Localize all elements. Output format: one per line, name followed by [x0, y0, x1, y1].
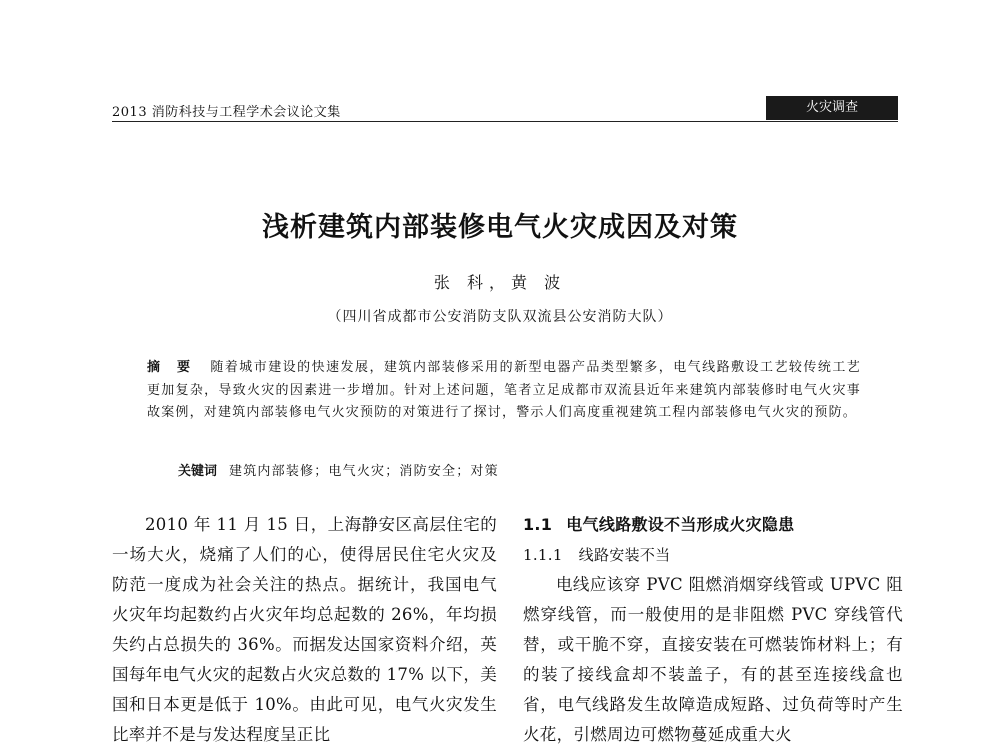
keywords-text: 建筑内部装修；电气火灾；消防安全；对策 — [229, 464, 499, 479]
keywords — [178, 460, 499, 479]
header-rule — [112, 121, 898, 122]
authors: 张 科，黄 波 — [433, 273, 567, 292]
abstract-label: 摘 要 — [147, 360, 197, 375]
affiliation: （四川省成都市公安消防支队双流县公安消防大队） — [327, 309, 673, 325]
section-number: 1.1 — [523, 515, 553, 534]
section-title: 电气线路敷设不当形成火灾隐患 — [566, 515, 795, 534]
abstract-text: 随着城市建设的快速发展，建筑内部装修采用的新型电器产品类型繁多，电气线路敷设工艺较传统工艺更加复杂，导致火灾的因素进一步增加。针对上述问题，笔者立足成都市双流县近年来建筑内部装修时电气火灾事故案例，对建筑内部装修电气火灾预防的对策进行了探讨，警示人们高度重视建筑工程内部装修电气火灾的预防。 — [147, 360, 861, 420]
keywords-label: 关键词 — [178, 464, 218, 479]
body-paragraph: 电线应该穿 PVC 阻燃消烟穿线管或 UPVC 阻燃穿线管，而一般使用的是非阻燃 PVC 穿线管代替，或干脆不穿，直接安装在可燃装饰材料上；有的装了接线盒却不装盖子，有的甚至连接线盒也省，电气线路发生故障造成短路、过负荷等时产生火花，引燃周边可燃物蔓延成重大火 — [523, 575, 903, 744]
left-column — [112, 510, 497, 750]
running-header: 2013 消防科技与工程学术会议论文集 — [112, 105, 341, 120]
subsection-heading-1-1-1 — [523, 540, 903, 570]
abstract — [147, 357, 861, 425]
right-column — [523, 510, 903, 750]
subsection-number: 1.1.1 — [523, 546, 563, 564]
section-tag: 火灾调查 — [766, 96, 898, 120]
intro-paragraph: 2010 年 11 月 15 日，上海静安区高层住宅的一场大火，烧痛了人们的心，使得居民住宅火灾及防范一度成为社会关注的热点。据统计，我国电气火灾年均起数约占火灾年均总起数的 26%，年均损失约占总损失的 36%。而据发达国家资料介绍，英国每年电气火灾的起数占火灾总数的 17% 以下，美国和日本更是低于 10%。由此可见，电气火灾发生比率并不是与发达程度呈正比 — [112, 515, 497, 744]
section-heading-1-1 — [523, 510, 903, 540]
subsection-title: 线路安装不当 — [578, 546, 671, 564]
paper-title: 浅析建筑内部装修电气火灾成因及对策 — [262, 212, 738, 243]
